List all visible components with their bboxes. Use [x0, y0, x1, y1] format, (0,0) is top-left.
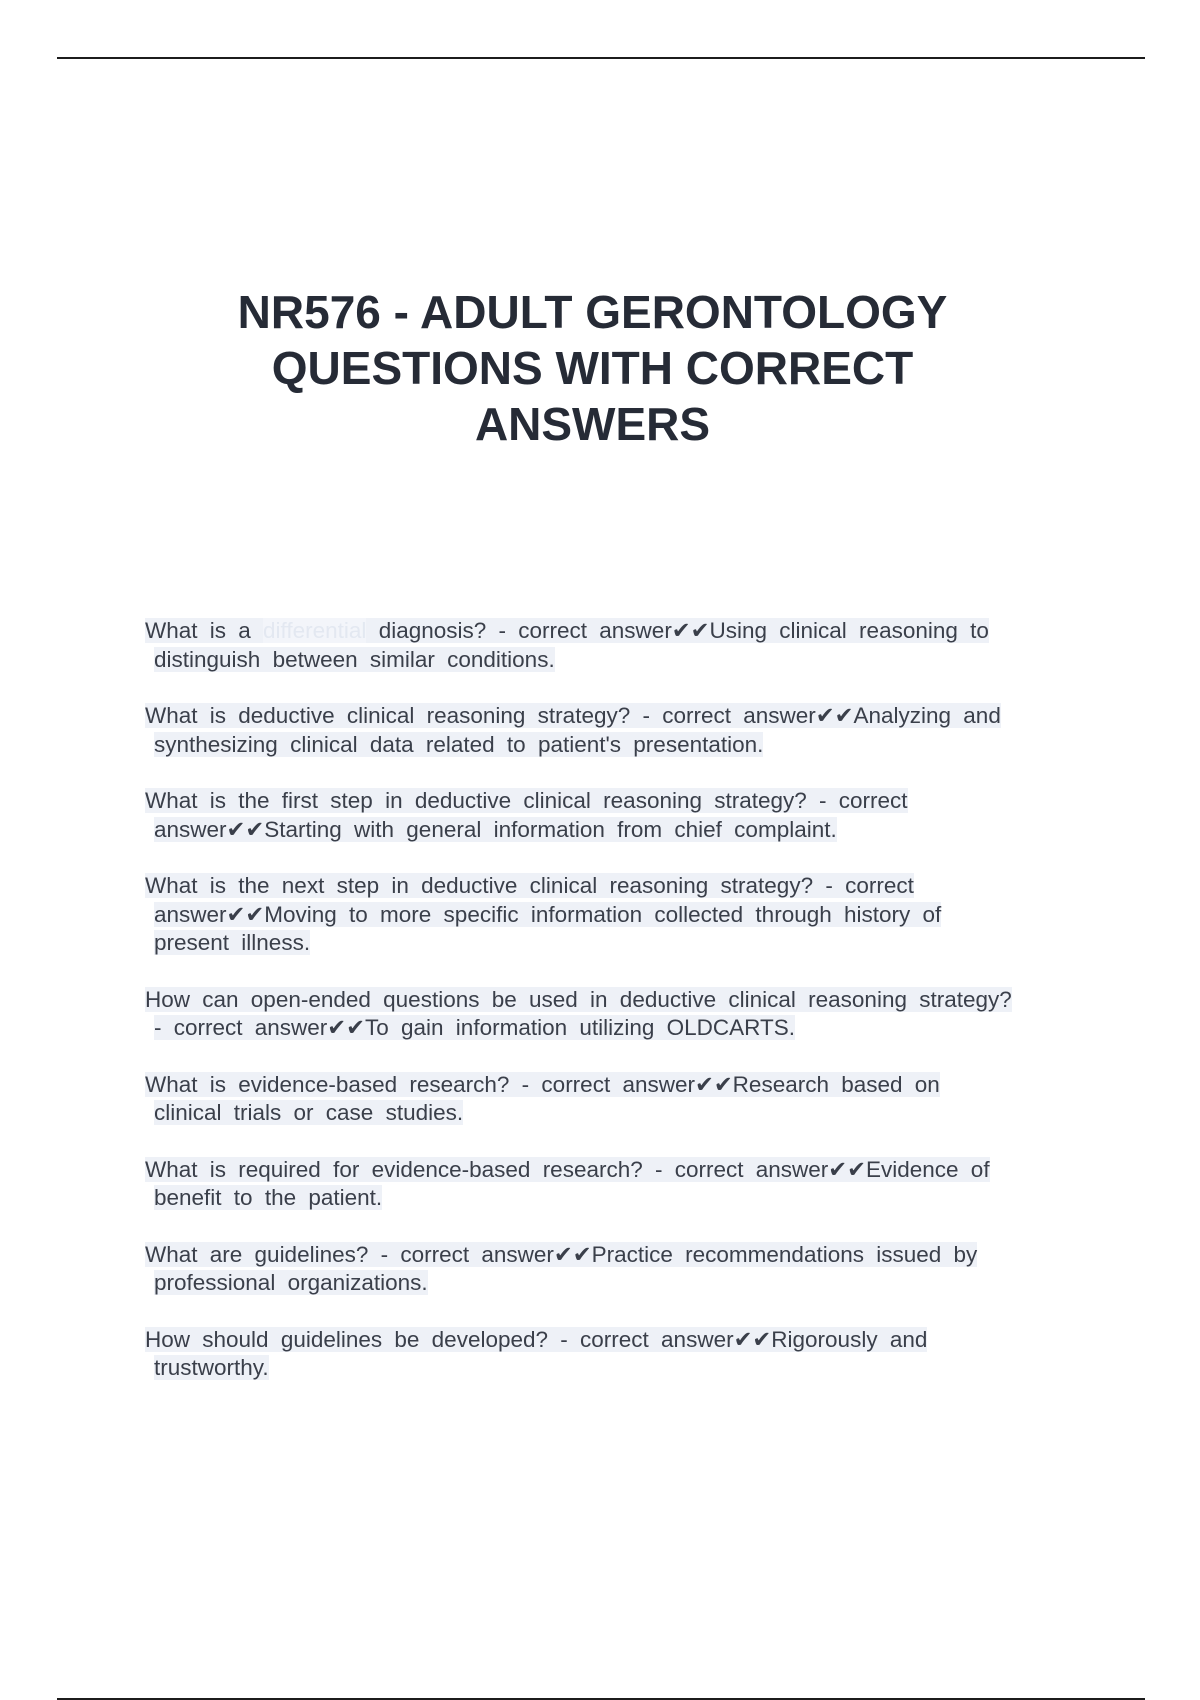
- qa-line: [145, 646, 1090, 675]
- qa-line: [145, 986, 1090, 1015]
- qa-line: [145, 929, 1090, 958]
- qa-line: [145, 1156, 1090, 1185]
- qa-text: How should guidelines be developed? - correct answer✔✔Rigorously and: [145, 1326, 928, 1352]
- qa-text: answer✔✔Moving to more specific information collected through history of: [154, 901, 942, 927]
- qa-item: [145, 1241, 1090, 1298]
- qa-line: [145, 816, 1090, 845]
- qa-line: [145, 617, 1090, 646]
- qa-item: [145, 787, 1090, 844]
- qa-text: What is a: [145, 618, 264, 643]
- qa-text: What is deductive clinical reasoning strategy? - correct answer✔✔Analyzing and: [145, 703, 1001, 728]
- qa-line: [145, 1354, 1090, 1383]
- document-title: [150, 284, 1035, 452]
- qa-item: [145, 1326, 1090, 1383]
- qa-line: [145, 872, 1090, 901]
- title-line: ANSWERS: [474, 398, 711, 450]
- qa-text: present illness.: [154, 930, 311, 955]
- qa-text: benefit to the patient.: [154, 1185, 383, 1210]
- qa-text: clinical trials or case studies.: [154, 1100, 464, 1125]
- qa-text: What is required for evidence-based research? - correct answer✔✔Evidence of: [145, 1156, 990, 1182]
- top-rule: [57, 57, 1145, 59]
- title-line: NR576 - ADULT GERONTOLOGY: [237, 286, 948, 338]
- qa-line: [145, 787, 1090, 816]
- qa-line: [145, 702, 1090, 731]
- qa-line: [145, 1269, 1090, 1298]
- qa-line: [145, 731, 1090, 760]
- faded-term: differential: [263, 618, 367, 643]
- qa-text: answer✔✔Starting with general information from chief complaint.: [154, 816, 837, 842]
- qa-text: What are guidelines? - correct answer✔✔Practice recommendations issued by: [145, 1241, 978, 1267]
- qa-text: - correct answer✔✔To gain information utilizing OLDCARTS.: [154, 1015, 796, 1040]
- qa-item: [145, 702, 1090, 759]
- qa-line: [145, 1184, 1090, 1213]
- question-answer-list: [145, 617, 1090, 1411]
- qa-item: [145, 617, 1090, 674]
- qa-line: [145, 1014, 1090, 1043]
- qa-item: [145, 1071, 1090, 1128]
- qa-line: [145, 1099, 1090, 1128]
- title-line: QUESTIONS WITH CORRECT: [271, 342, 914, 394]
- qa-line: [145, 1241, 1090, 1270]
- qa-line: [145, 901, 1090, 930]
- qa-text: What is the first step in deductive clinical reasoning strategy? - correct: [145, 788, 908, 813]
- qa-text: distinguish between similar conditions.: [154, 646, 555, 672]
- qa-text: trustworthy.: [154, 1355, 269, 1380]
- qa-text: professional organizations.: [154, 1270, 428, 1295]
- qa-text: synthesizing clinical data related to patient's presentation.: [154, 731, 764, 757]
- qa-line: [145, 1326, 1090, 1355]
- qa-line: [145, 1071, 1090, 1100]
- qa-item: [145, 986, 1090, 1043]
- qa-text: What is the next step in deductive clinical reasoning strategy? - correct: [145, 873, 914, 898]
- qa-item: [145, 1156, 1090, 1213]
- qa-text: How can open-ended questions be used in deductive clinical reasoning strategy?: [145, 986, 1012, 1012]
- qa-text: diagnosis? - correct answer✔✔Using clinical reasoning to: [366, 618, 989, 643]
- qa-text: What is evidence-based research? - correct answer✔✔Research based on: [145, 1071, 940, 1097]
- qa-item: [145, 872, 1090, 958]
